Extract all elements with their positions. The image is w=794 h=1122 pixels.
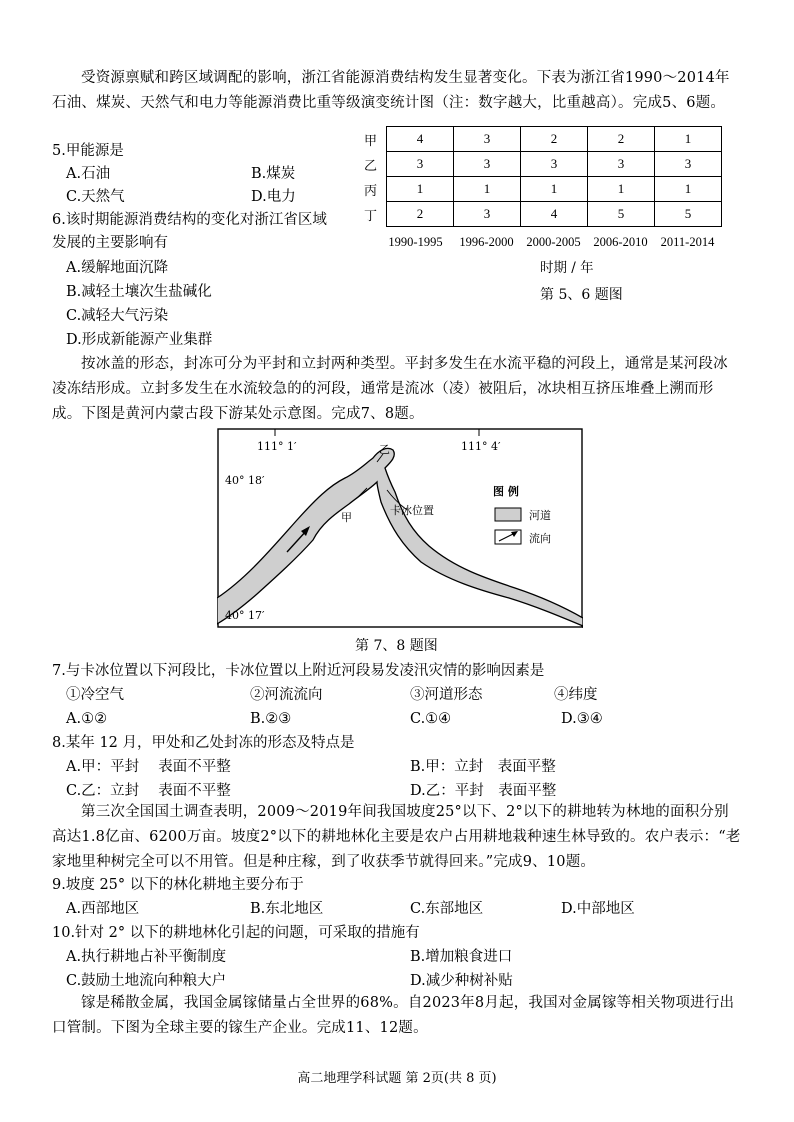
page-footer: 高二地理学科试题 第 2页(共 8 页) [297,1071,497,1086]
question-8-stem: 8.某年 12 月，甲处和乙处封冻的形态及特点是 [52,735,355,751]
q9-option-b[interactable]: B.东北地区 [250,901,324,917]
table-cell: 1 [588,177,655,202]
q7-statement-3: ③河道形态 [410,687,483,703]
point-yi-label: 乙 [379,443,390,456]
table-cell: 3 [655,152,722,177]
period-label: 1996-2000 [459,235,514,249]
intro-11-12: 镓是稀散金属，我国金属镓储量占全世界的68%。自2023年8月起，我国对金属镓等相关物项进行出口管制。下图为全球主要的镓生产企业。完成11、12题。 [52,995,735,1036]
table-cell: 3 [521,152,588,177]
q5-option-c[interactable]: C.天然气 [66,189,125,205]
table-cell: 1 [387,177,454,202]
q7-statement-4: ④纬度 [554,687,598,703]
ice-jam-label: 卡冰位置 [390,504,434,517]
legend-river-swatch [495,508,521,521]
table-cell: 3 [454,202,521,227]
q6-option-b[interactable]: B.减轻土壤次生盐碱化 [66,284,212,300]
row-label: 乙 [364,158,378,174]
q7-option-a[interactable]: A.①② [66,711,108,727]
q7-option-d[interactable]: D.③④ [561,711,603,727]
legend-title: 图 例 [493,485,519,498]
lon-right-label: 111° 4′ [461,440,501,453]
table-axis-label: 时期 / 年 [540,260,594,276]
q10-option-d[interactable]: D.减少种树补贴 [410,973,513,989]
table-cell: 1 [454,177,521,202]
q8-option-a[interactable]: A.甲：平封 表面不平整 [66,759,231,775]
question-5-stem: 5.甲能源是 [52,143,124,159]
lon-left-label: 111° 1′ [257,440,297,453]
map-caption: 第 7、8 题图 [355,638,438,654]
q10-option-c[interactable]: C.鼓励土地流向种粮大户 [66,973,227,989]
table-cell: 2 [387,202,454,227]
table-row [364,127,722,152]
question-6-stem-line1: 6.该时期能源消费结构的变化对浙江省区域 [52,212,327,228]
period-label: 1990-1995 [388,235,443,249]
q5-option-d[interactable]: D.电力 [251,189,296,205]
q8-option-c[interactable]: C.乙：立封 表面不平整 [66,783,231,799]
period-label: 2011-2014 [660,235,715,249]
row-label: 丙 [364,183,378,199]
q7-statement-2: ②河流流向 [250,687,323,703]
table-cell: 5 [588,202,655,227]
question-6-stem-line2: 发展的主要影响有 [52,235,168,251]
q7-statement-1: ①冷空气 [66,687,124,703]
q9-option-a[interactable]: A.西部地区 [66,901,140,917]
energy-grade-table [364,126,722,227]
yellow-river-map [217,428,583,628]
lat-bottom-label: 40° 17′ [225,609,265,622]
table-cell: 2 [588,127,655,152]
q6-option-d[interactable]: D.形成新能源产业集群 [66,332,213,348]
q6-option-c[interactable]: C.减轻大气污染 [66,308,169,324]
q5-option-a[interactable]: A.石油 [66,166,111,182]
period-label: 2006-2010 [593,235,648,249]
table-row [364,202,722,227]
intro-9-10: 第三次全国国土调查表明，2009～2019年间我国坡度25°以下、2°以下的耕地转为林地的面积分别高达1.8亿亩、6200万亩。坡度2°以下的耕地林化主要是农户占用耕地栽种速生林导致的。农户表示：“老家地里种树完全可以不用管。但是种庄稼，到了收获季节就得回来。”完成9、10题。 [52,804,741,870]
q5-option-b[interactable]: B.煤炭 [251,166,296,182]
table-cell: 1 [655,177,722,202]
q10-option-a[interactable]: A.执行耕地占补平衡制度 [66,949,227,965]
point-jia-label: 甲 [341,511,352,524]
table-cell: 4 [521,202,588,227]
period-label: 2000-2005 [526,235,581,249]
table-cell: 1 [655,127,722,152]
row-label: 甲 [364,133,378,149]
row-label: 丁 [364,208,378,224]
q7-option-b[interactable]: B.②③ [250,711,292,727]
table-cell: 1 [521,177,588,202]
q8-option-b[interactable]: B.甲：立封 表面平整 [410,759,556,775]
table-cell: 4 [387,127,454,152]
q9-option-d[interactable]: D.中部地区 [561,901,635,917]
table-caption: 第 5、6 题图 [540,287,623,303]
question-7-stem: 7.与卡冰位置以下河段比，卡冰位置以上附近河段易发凌汛灾情的影响因素是 [52,663,545,679]
table-cell: 3 [454,152,521,177]
legend-flow-label: 流向 [529,532,551,545]
q9-option-c[interactable]: C.东部地区 [410,901,484,917]
intro-7-8: 按冰盖的形态，封冻可分为平封和立封两种类型。平封多发生在水流平稳的河段上，通常是某河段冰凌冻结形成。立封多发生在水流较急的的河段，通常是流冰（凌）被阻后，冰块相互挤压堆叠上溯而形成。下图是黄河内蒙古段下游某处示意图。完成7、8题。 [52,356,728,422]
table-cell: 3 [387,152,454,177]
q10-option-b[interactable]: B.增加粮食进口 [410,949,513,965]
q7-option-c[interactable]: C.①④ [410,711,452,727]
question-10-stem: 10.针对 2° 以下的耕地林化引起的问题，可采取的措施有 [52,925,420,941]
lat-top-label: 40° 18′ [225,474,265,487]
table-row [364,177,722,202]
table-cell: 3 [454,127,521,152]
table-cell: 2 [521,127,588,152]
legend-river-label: 河道 [529,509,551,522]
table-cell: 5 [655,202,722,227]
table-cell: 3 [588,152,655,177]
q8-option-d[interactable]: D.乙：平封 表面平整 [410,783,557,799]
intro-5-6: 受资源禀赋和跨区域调配的影响，浙江省能源消费结构发生显著变化。下表为浙江省1990～2014年石油、煤炭、天然气和电力等能源消费比重等级演变统计图（注：数字越大，比重越高）。完成5、6题。 [52,70,730,111]
q6-option-a[interactable]: A.缓解地面沉降 [66,260,169,276]
table-row [364,152,722,177]
question-9-stem: 9.坡度 25° 以下的林化耕地主要分布于 [52,877,304,893]
